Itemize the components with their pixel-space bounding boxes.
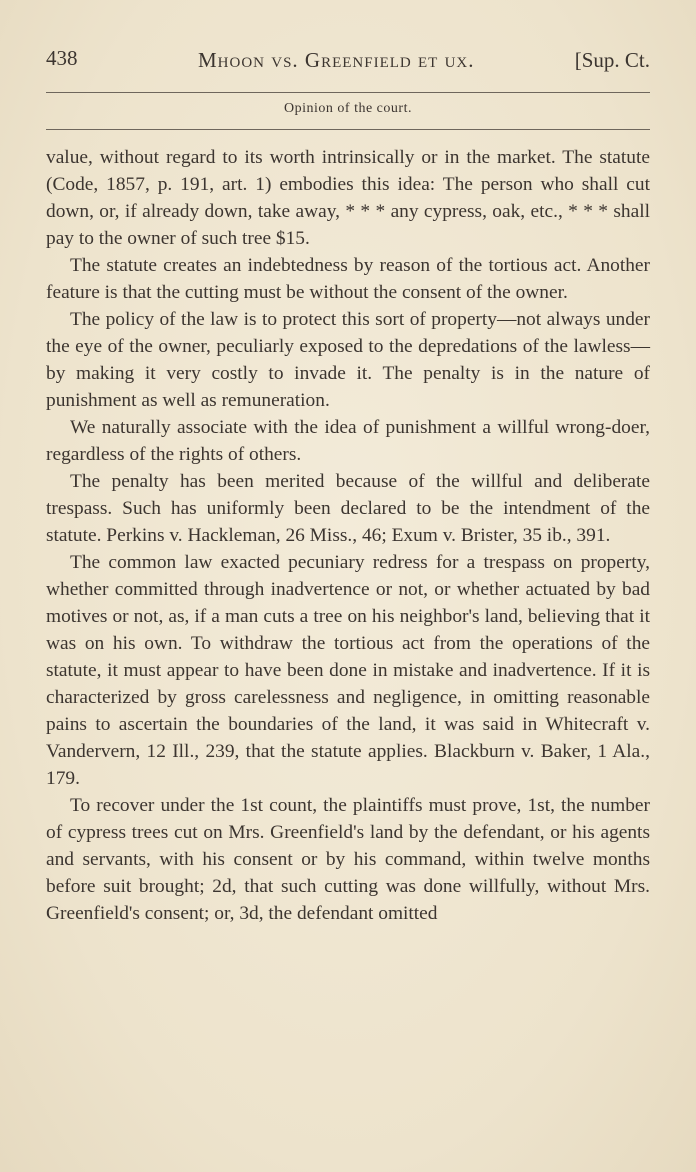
page-number: 438: [46, 46, 78, 70]
opinion-text: [46, 144, 650, 927]
paragraph: The penalty has been merited because of the willful and deliberate trespass. Such has uniformly been declared to be the intendment of the statute. Perkins v. Hackleman, 26 Miss., 46; Exum v. Brister, 35 ib., 391.: [46, 471, 650, 546]
paragraph: The common law exacted pecuniary redress for a trespass on property, whether committed through inadvertence or not, or whether actuated by bad motives or not, as, if a man cuts a tree on his neighbor's land, believing that it was on his own. To withdraw the tortious act from the operations of the statute, it must appear to have been done in mistake and inadvertence. If it is characterized by gross carelessness and negligence, in omitting reasonable pains to ascertain the boundaries of the land, it was said in Whitecraft v. Vandervern, 12 Ill., 239, that the statute applies. Blackburn v. Baker, 1 Ala., 179.: [46, 552, 650, 789]
section-subheading: Opinion of the court.: [284, 101, 412, 116]
header-rule-top: [46, 92, 650, 93]
paragraph: To recover under the 1st count, the plaintiffs must prove, 1st, the number of cypress trees cut on Mrs. Greenfield's land by the defendant, or his agents and servants, with his consent or by his command, within twelve months before suit brought; 2d, that such cutting was done willfully, without Mrs. Greenfield's consent; or, 3d, the defendant omitted: [46, 795, 650, 924]
paragraph: We naturally associate with the idea of punishment a willful wrong-doer, regardless of the rights of others.: [46, 417, 650, 465]
case-title: Mhoon vs. Greenfield et ux.: [198, 48, 475, 72]
paragraph: The policy of the law is to protect this sort of property—not always under the eye of the owner, peculiarly exposed to the depredations of the lawless—by making it very costly to invade it. The penalty is in the nature of punishment as well as remuneration.: [46, 309, 650, 411]
paragraph: value, without regard to its worth intrinsically or in the market. The statute (Code, 1857, p. 191, art. 1) embodies this idea: The person who shall cut down, or, if already down, take away, * * * any cypress, oak, etc., * * * shall pay to the owner of such tree $15.: [46, 147, 650, 249]
court-label: [Sup. Ct.: [574, 48, 650, 72]
paragraph: The statute creates an indebtedness by reason of the tortious act. Another feature is that the cutting must be without the consent of the owner.: [46, 255, 650, 303]
header-rule-bottom: [46, 129, 650, 130]
running-header: [46, 46, 650, 80]
